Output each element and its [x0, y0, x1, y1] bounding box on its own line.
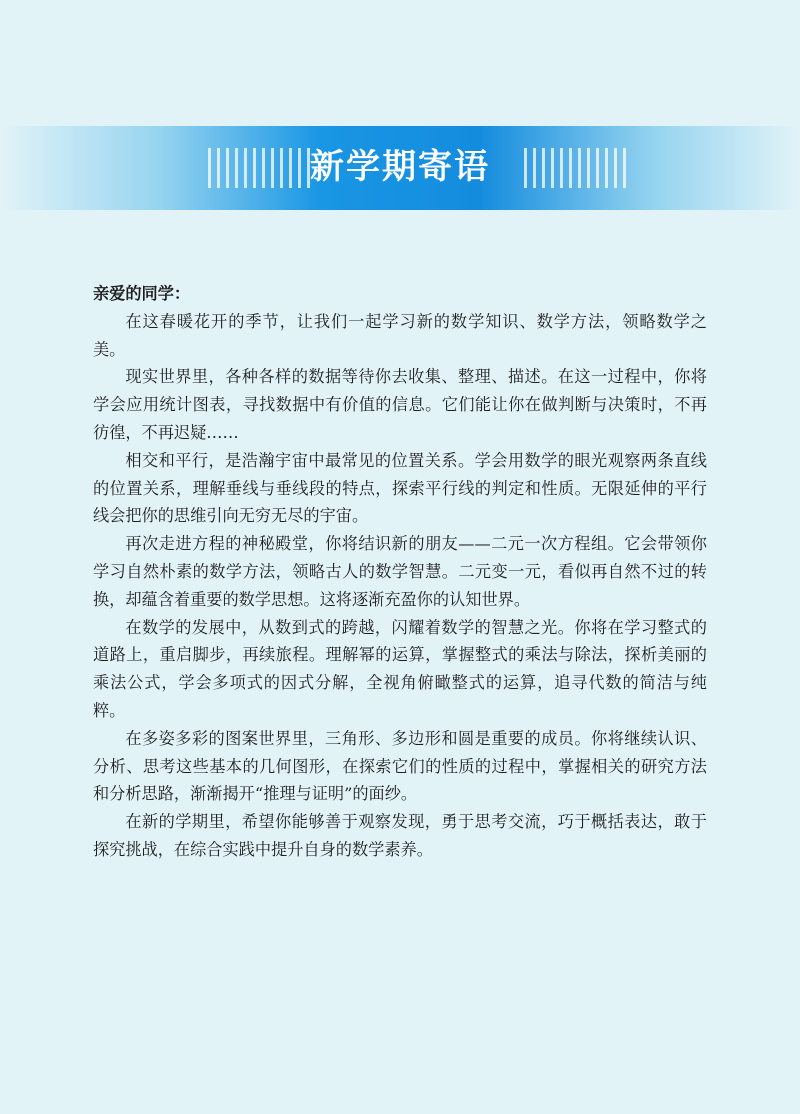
title-banner — [0, 126, 800, 210]
banner-stripes-right — [524, 148, 626, 188]
paragraph-2: 现实世界里，各种各样的数据等待你去收集、整理、描述。在这一过程中，你将学会应用统计图表，寻找数据中有价值的信息。它们能让你在做判断与决策时，不再彷徨，不再迟疑…… — [93, 367, 707, 442]
paragraph-6: 在多姿多彩的图案世界里，三角形、多边形和圆是重要的成员。你将继续认识、分析、思考这些基本的几何图形，在探索它们的性质的过程中，掌握相关的研究方法和分析思路，渐渐揭开“推理与证明”的面纱。 — [93, 728, 707, 804]
letter-body — [93, 280, 707, 864]
page-title: 新学期寄语 — [310, 147, 490, 187]
paragraph-7: 在新的学期里，希望你能够善于观察发现，勇于思考交流，巧于概括表达，敢于探究挑战，在综合实践中提升自身的数学素养。 — [93, 812, 707, 859]
letter-greeting: 亲爱的同学： — [93, 284, 191, 303]
paragraph-1: 在这春暖花开的季节，让我们一起学习新的数学知识、数学方法，领略数学之美。 — [93, 311, 707, 359]
paragraph-4: 再次走进方程的神秘殿堂，你将结识新的朋友——二元一次方程组。它会带领你学习自然朴素的数学方法，领略古人的数学智慧。二元变一元，看似再自然不过的转换，却蕴含着重要的数学思想。这将逐渐充盈你的认知世界。 — [93, 534, 707, 609]
paragraph-5: 在数学的发展中，从数到式的跨越，闪耀着数学的智慧之光。你将在学习整式的道路上，重启脚步，再续旅程。理解幂的运算，掌握整式的乘法与除法，探析美丽的乘法公式，学会多项式的因式分解，全视角俯瞰整式的运算，追寻代数的简洁与纯粹。 — [93, 617, 707, 720]
paragraph-3: 相交和平行，是浩瀚宇宙中最常见的位置关系。学会用数学的眼光观察两条直线的位置关系，理解垂线与垂线段的特点，探索平行线的判定和性质。无限延伸的平行线会把你的思维引向无穷无尽的宇宙。 — [93, 450, 707, 526]
